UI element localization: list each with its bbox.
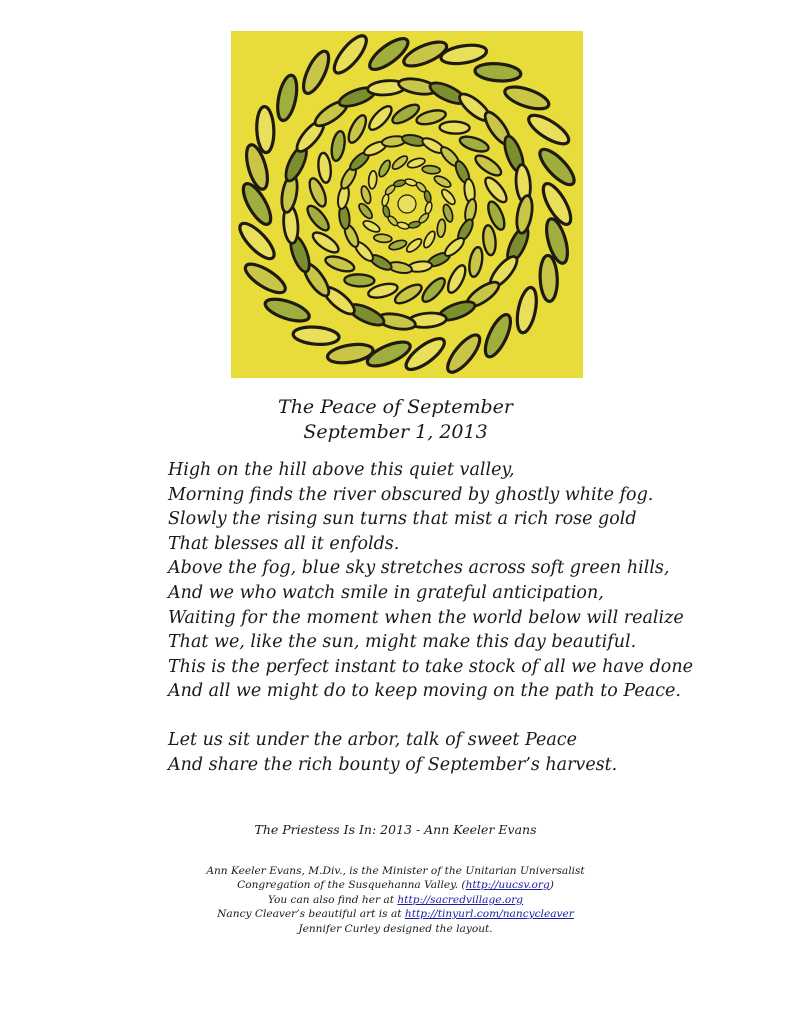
footer-line-minister: Ann Keeler Evans, M.Div., is the Minister of the Unitarian Universalist <box>206 865 585 877</box>
author-credit: The Priestess Is In: 2013 - Ann Keeler Evans <box>254 822 537 837</box>
poem <box>168 458 728 777</box>
poem-line: This is the perfect instant to take stock of all we have done <box>168 656 693 677</box>
leaf-shape <box>344 274 374 287</box>
uucsv-link[interactable]: http://uucsv.org <box>465 879 550 892</box>
poem-line: That we, like the sun, might make this day beautiful. <box>168 632 637 653</box>
poem-line: Morning finds the river obscured by ghostly white fog. <box>168 484 654 505</box>
leaf-mandala-icon <box>231 31 583 378</box>
poem-line: Slowly the rising sun turns that mist a rich rose gold <box>168 509 637 530</box>
poem-line: High on the hill above this quiet valley, <box>168 460 515 480</box>
poem-line: And share the rich bounty of September’s harvest. <box>168 754 618 775</box>
stanza-divider <box>168 704 728 728</box>
poem-line: Waiting for the moment when the world below will realize <box>168 607 684 628</box>
page-title: The Peace of September <box>278 396 513 418</box>
footer-line-layout: Jennifer Curley designed the layout. <box>298 922 493 935</box>
leaf-shape <box>439 121 469 134</box>
footer-notes <box>0 864 791 936</box>
poem-line: Above the fog, blue sky stretches across soft green hills, <box>168 558 670 579</box>
poem-line: That blesses all it enfolds. <box>168 533 400 554</box>
page-date: September 1, 2013 <box>303 421 488 443</box>
footer-text: ) <box>549 879 554 892</box>
poem-line: Let us sit under the arbor, talk of sweet Peace <box>168 729 577 750</box>
sacredvillage-link[interactable]: http://sacredvillage.org <box>397 893 524 906</box>
nancycleaver-link[interactable]: http://tinyurl.com/nancycleaver <box>404 908 574 921</box>
leaf-shape <box>539 255 558 302</box>
footer-line-art <box>0 907 791 921</box>
footer-line-sacredvillage <box>0 893 791 907</box>
footer-line-congregation <box>0 878 791 892</box>
poem-line: And we who watch smile in grateful anticipation, <box>168 582 604 603</box>
footer-text: Nancy Cleaver’s beautiful art is at <box>217 908 405 921</box>
mandala-center <box>398 195 416 213</box>
poem-line: And all we might do to keep moving on the path to Peace. <box>168 681 681 702</box>
footer-text: You can also find her at <box>267 893 398 906</box>
leaf-shape <box>256 106 275 153</box>
footer-text: Congregation of the Susquehanna Valley. ( <box>237 879 466 892</box>
leaf-mandala-artwork <box>231 31 583 378</box>
title-block <box>0 395 791 445</box>
